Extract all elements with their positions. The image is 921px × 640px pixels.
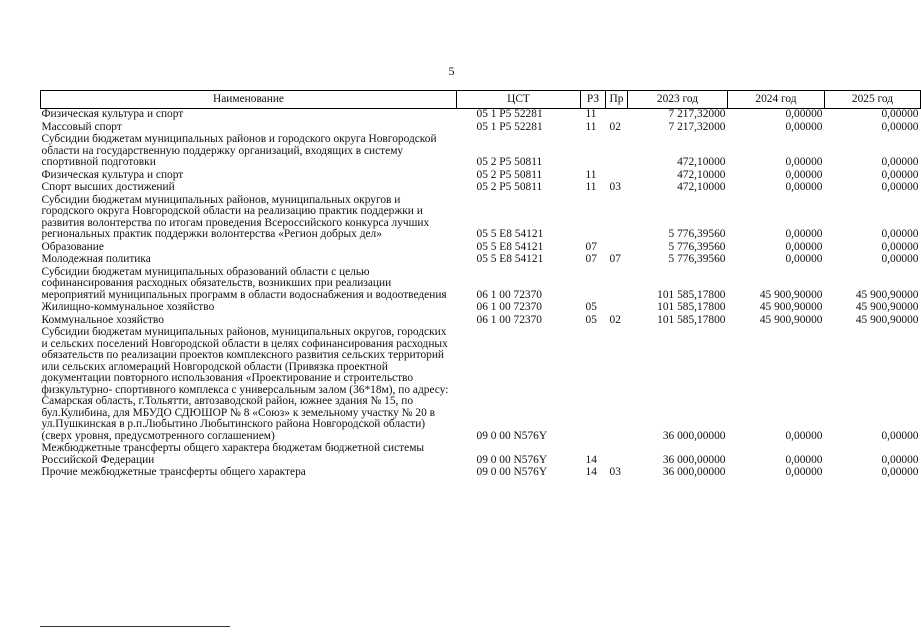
cell-2024: 0,00000 [785,156,823,168]
cell-2024: 0,00000 [785,240,823,253]
cell-rz [581,195,606,242]
cell-2024: 0,00000 [785,253,823,265]
cell-2024: 0,00000 [785,429,823,442]
cell-name: Субсидии бюджетам муниципальных районов, муниципальных округов, городских и сельских поселений Новгородской области в целях софинансирования расходных обязательств по реализации проектов комплексного развития сельских территорий или сельских агломераций Новгородской области (Привязка проектной документации повторного использования «Проектирование и строительство физкультурно- спортивного комплекса с универсальным залом (36*18м), по адресу: Самарская область, г.Тольятти, автозаводской район, южнее здания № 15, по бул.Кулибина, для МБУДО СДЮШОР № 8 «Союз» к земельному участку № 20 в ул.Пушкинская в р.п.Любытино Любытинского района Новгородской области) (сверх уровня, предусмотренного соглашением) [41,326,449,442]
cell-2025: 0,00000 [881,156,919,168]
table-row [41,443,921,467]
cell-csr: 06 1 00 72370 [476,288,542,301]
footnote-divider [40,626,230,627]
cell-name: Массовый спорт [41,120,122,133]
cell-2023: 472,10000 [677,156,726,168]
table-row [41,134,921,170]
cell-name: Образование [41,240,104,253]
cell-rz [581,267,606,303]
cell-name: Молодежная политика [41,253,151,265]
cell-2025: 0,00000 [881,253,919,265]
cell-2025: 0,00000 [881,429,919,442]
cell-2024: 0,00000 [785,228,823,240]
cell-2024: 45 900,90000 [759,301,823,313]
cell-name: Субсидии бюджетам муниципальных районов и городского округа Новгородской области на государственную поддержку организаций, входящих в систему спортивной подготовки [41,133,437,168]
cell-rz: 11 [585,108,597,120]
cell-2025: 0,00000 [881,240,919,253]
header-rz: РЗ [581,91,606,109]
cell-2025: 0,00000 [881,466,919,478]
cell-csr: 09 0 00 N576Y [476,466,548,478]
cell-2024: 0,00000 [785,108,823,120]
cell-pr [606,267,628,303]
cell-2023: 7 217,32000 [668,108,726,120]
cell-csr: 05 5 Е8 54121 [476,240,544,253]
cell-name: Прочие межбюджетные трансферты общего характера [41,466,306,478]
cell-rz: 11 [585,181,597,193]
cell-2024: 0,00000 [785,181,823,193]
cell-pr: 03 [609,466,621,478]
table-header [41,91,921,109]
cell-name: Коммунальное хозяйство [41,313,164,326]
cell-rz: 11 [585,120,597,133]
table-row [41,467,921,480]
cell-rz: 05 [585,313,597,326]
cell-name: Межбюджетные трансферты общего характера бюджетам бюджетной системы Российской Федерации [41,442,425,466]
cell-pr [606,302,628,315]
table-row [41,302,921,315]
cell-2025: 0,00000 [881,168,919,181]
cell-2024: 0,00000 [785,120,823,133]
cell-csr: 05 1 Р5 52281 [476,120,543,133]
cell-csr: 06 1 00 72370 [476,301,542,313]
cell-2024: 0,00000 [785,466,823,478]
cell-rz: 07 [585,240,597,253]
cell-2023: 472,10000 [677,181,726,193]
cell-csr: 05 2 Р5 50811 [476,181,543,193]
cell-rz: 14 [585,466,597,478]
header-2023: 2023 год [628,91,728,109]
header-2024: 2024 год [728,91,825,109]
cell-2025: 0,00000 [881,453,919,466]
cell-2025: 0,00000 [881,108,919,120]
cell-2023: 5 776,39560 [668,240,726,253]
cell-2023: 5 776,39560 [668,228,726,240]
cell-2023: 101 585,17800 [657,301,726,313]
cell-name: Субсидии бюджетам муниципальных районов, муниципальных округов и городского округа Новгородской области на реализацию практик поддержки и развития волонтерства по итогам проведения Всероссийского конкурса лучших региональных практик поддержки волонтерства «Регион добрых дел» [41,193,430,240]
cell-rz [581,327,606,443]
cell-csr: 06 1 00 72370 [476,313,542,326]
table-row [41,182,921,195]
cell-rz [581,134,606,170]
cell-csr: 05 2 Р5 50811 [476,168,543,181]
cell-csr: 05 2 Р5 50811 [476,156,543,168]
cell-2024: 45 900,90000 [759,288,823,301]
cell-csr: 09 0 00 N576Y [476,453,548,466]
cell-rz: 07 [585,253,597,265]
cell-rz: 11 [585,168,597,181]
cell-2024: 0,00000 [785,453,823,466]
cell-2023: 101 585,17800 [657,288,726,301]
cell-2023: 36 000,00000 [662,466,726,478]
cell-2023: 5 776,39560 [668,253,726,265]
cell-2023: 36 000,00000 [662,429,726,442]
cell-2025: 0,00000 [881,181,919,193]
cell-pr [606,109,628,122]
cell-pr [606,327,628,443]
cell-rz: 14 [585,453,597,466]
cell-2025: 0,00000 [881,228,919,240]
header-row [41,91,921,109]
cell-pr [606,443,628,467]
cell-2023: 7 217,32000 [668,120,726,133]
cell-pr: 02 [609,313,621,326]
cell-csr: 09 0 00 N576Y [476,429,548,442]
cell-csr: 05 5 Е8 54121 [476,228,544,240]
cell-2025: 45 900,90000 [855,288,919,301]
cell-rz: 05 [585,301,597,313]
budget-table [40,90,921,480]
cell-name: Физическая культура и спорт [41,108,184,120]
cell-name: Субсидии бюджетам муниципальных образований области с целью софинансирования расходных обязательств, возникших при реализации мероприятий муниципальных программ в области водоснабжения и водоотведения [41,265,447,301]
cell-pr [606,195,628,242]
cell-name: Физическая культура и спорт [41,168,184,181]
cell-2023: 36 000,00000 [662,453,726,466]
cell-name: Спорт высших достижений [41,181,175,193]
page-number: 5 [448,64,455,78]
cell-2025: 0,00000 [881,120,919,133]
table-row [41,267,921,303]
cell-2024: 0,00000 [785,168,823,181]
cell-2025: 45 900,90000 [855,301,919,313]
header-name: Наименование [41,91,457,109]
header-pr: Пр [606,91,628,109]
cell-pr: 02 [609,120,621,133]
cell-2023: 472,10000 [677,168,726,181]
table-body [41,109,921,480]
cell-2024: 45 900,90000 [759,313,823,326]
cell-name: Жилищно-коммунальное хозяйство [41,301,215,313]
table-row [41,327,921,443]
cell-pr: 07 [609,253,621,265]
cell-2025: 45 900,90000 [855,313,919,326]
header-2025: 2025 год [825,91,921,109]
cell-pr [606,134,628,170]
cell-csr: 05 5 Е8 54121 [476,253,544,265]
cell-2023: 101 585,17800 [657,313,726,326]
cell-pr: 03 [609,181,621,193]
header-csr: ЦСТ [457,91,581,109]
table-row [41,254,921,267]
table-row [41,195,921,242]
cell-csr: 05 1 Р5 52281 [476,108,543,120]
table-row [41,109,921,122]
